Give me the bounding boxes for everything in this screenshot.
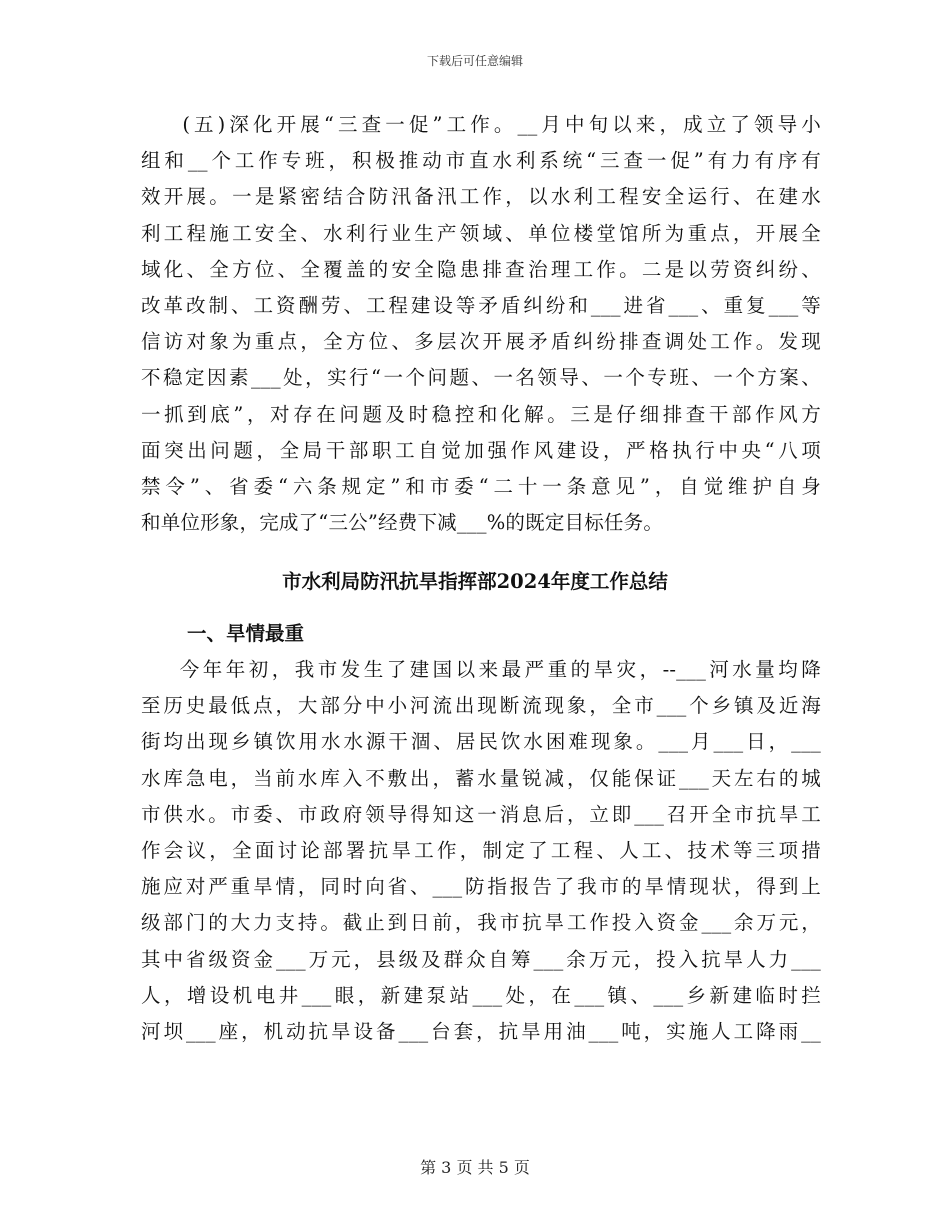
paragraph-line: 改革改制、工资酬劳、工程建设等矛盾纠纷和___进省___、重复___等 (141, 293, 821, 317)
paragraph-line: 面突出问题，全局干部职工自觉加强作风建设，严格执行中央“八项 (141, 438, 821, 462)
paragraph-line: 和单位形象，完成了“三公”经费下减___%的既定目标任务。 (141, 511, 664, 535)
page-header-note: 下载后可任意编辑 (426, 54, 523, 68)
paragraph-line: 组和__个工作专班，积极推动市直水利系统“三查一促”有力有序有 (141, 149, 821, 173)
paragraph-line: 施应对严重旱情，同时向省、___防指报告了我市的旱情现状，得到上 (141, 875, 821, 899)
paragraph-line: 人，增设机电井___眼，新建泵站___处，在___镇、___乡新建临时拦 (141, 983, 821, 1007)
paragraph-line: 河坝___座，机动抗旱设备___台套，抗旱用油___吨，实施人工降雨__ (141, 1019, 821, 1043)
paragraph-line: 作会议，全面讨论部署抗旱工作，制定了工程、人工、技术等三项措 (141, 838, 821, 862)
paragraph-line: 今年年初，我市发生了建国以来最严重的旱灾，--___河水量均降 (141, 658, 821, 681)
document-title: 市水利局防汛抗旱指挥部2024年度工作总结 (282, 570, 668, 593)
paragraph-line: 一抓到底”，对存在问题及时稳控和化解。三是仔细排查干部作风方 (141, 402, 821, 426)
paragraph-line: 街均出现乡镇饮用水水源干涸、居民饮水困难现象。___月___日，___ (141, 730, 821, 754)
paragraph-line: 域化、全方位、全覆盖的安全隐患排查治理工作。二是以劳资纠纷、 (141, 257, 821, 281)
paragraph-line: 水库急电，当前水库入不敷出，蓄水量锐减，仅能保证___天左右的城 (141, 766, 821, 790)
paragraph-line: 其中省级资金___万元，县级及群众自筹___余万元，投入抗旱人力___ (141, 947, 821, 971)
paragraph-line: 禁令”、省委“六条规定”和市委“二十一条意见”，自觉维护自身 (141, 474, 821, 498)
paragraph-line: 市供水。市委、市政府领导得知这一消息后，立即___召开全市抗旱工 (141, 802, 821, 826)
paragraph-line: 至历史最低点，大部分中小河流出现断流现象，全市___个乡镇及近海 (141, 694, 821, 718)
paragraph-line: 信访对象为重点，全方位、多层次开展矛盾纠纷排查调处工作。发现 (141, 330, 821, 354)
paragraph-line: (五)深化开展“三查一促”工作。__月中旬以来，成立了领导小 (141, 113, 821, 136)
paragraph-line: 不稳定因素___处，实行“一个问题、一名领导、一个专班、一个方案、 (141, 366, 821, 390)
paragraph-line: 级部门的大力支持。截止到日前，我市抗旱工作投入资金___余万元， (141, 911, 821, 935)
paragraph-drought-situation (141, 652, 821, 1050)
paragraph-line: 效开展。一是紧密结合防汛备汛工作，以水利工程安全运行、在建水 (141, 185, 821, 209)
section-heading: 一、旱情最重 (187, 622, 305, 645)
page-number-footer: 第 3 页 共 5 页 (420, 1158, 530, 1177)
paragraph-line: 利工程施工安全、水利行业生产领域、单位楼堂馆所为重点，开展全 (141, 221, 821, 245)
paragraph-deepen-three-checks (141, 107, 821, 541)
